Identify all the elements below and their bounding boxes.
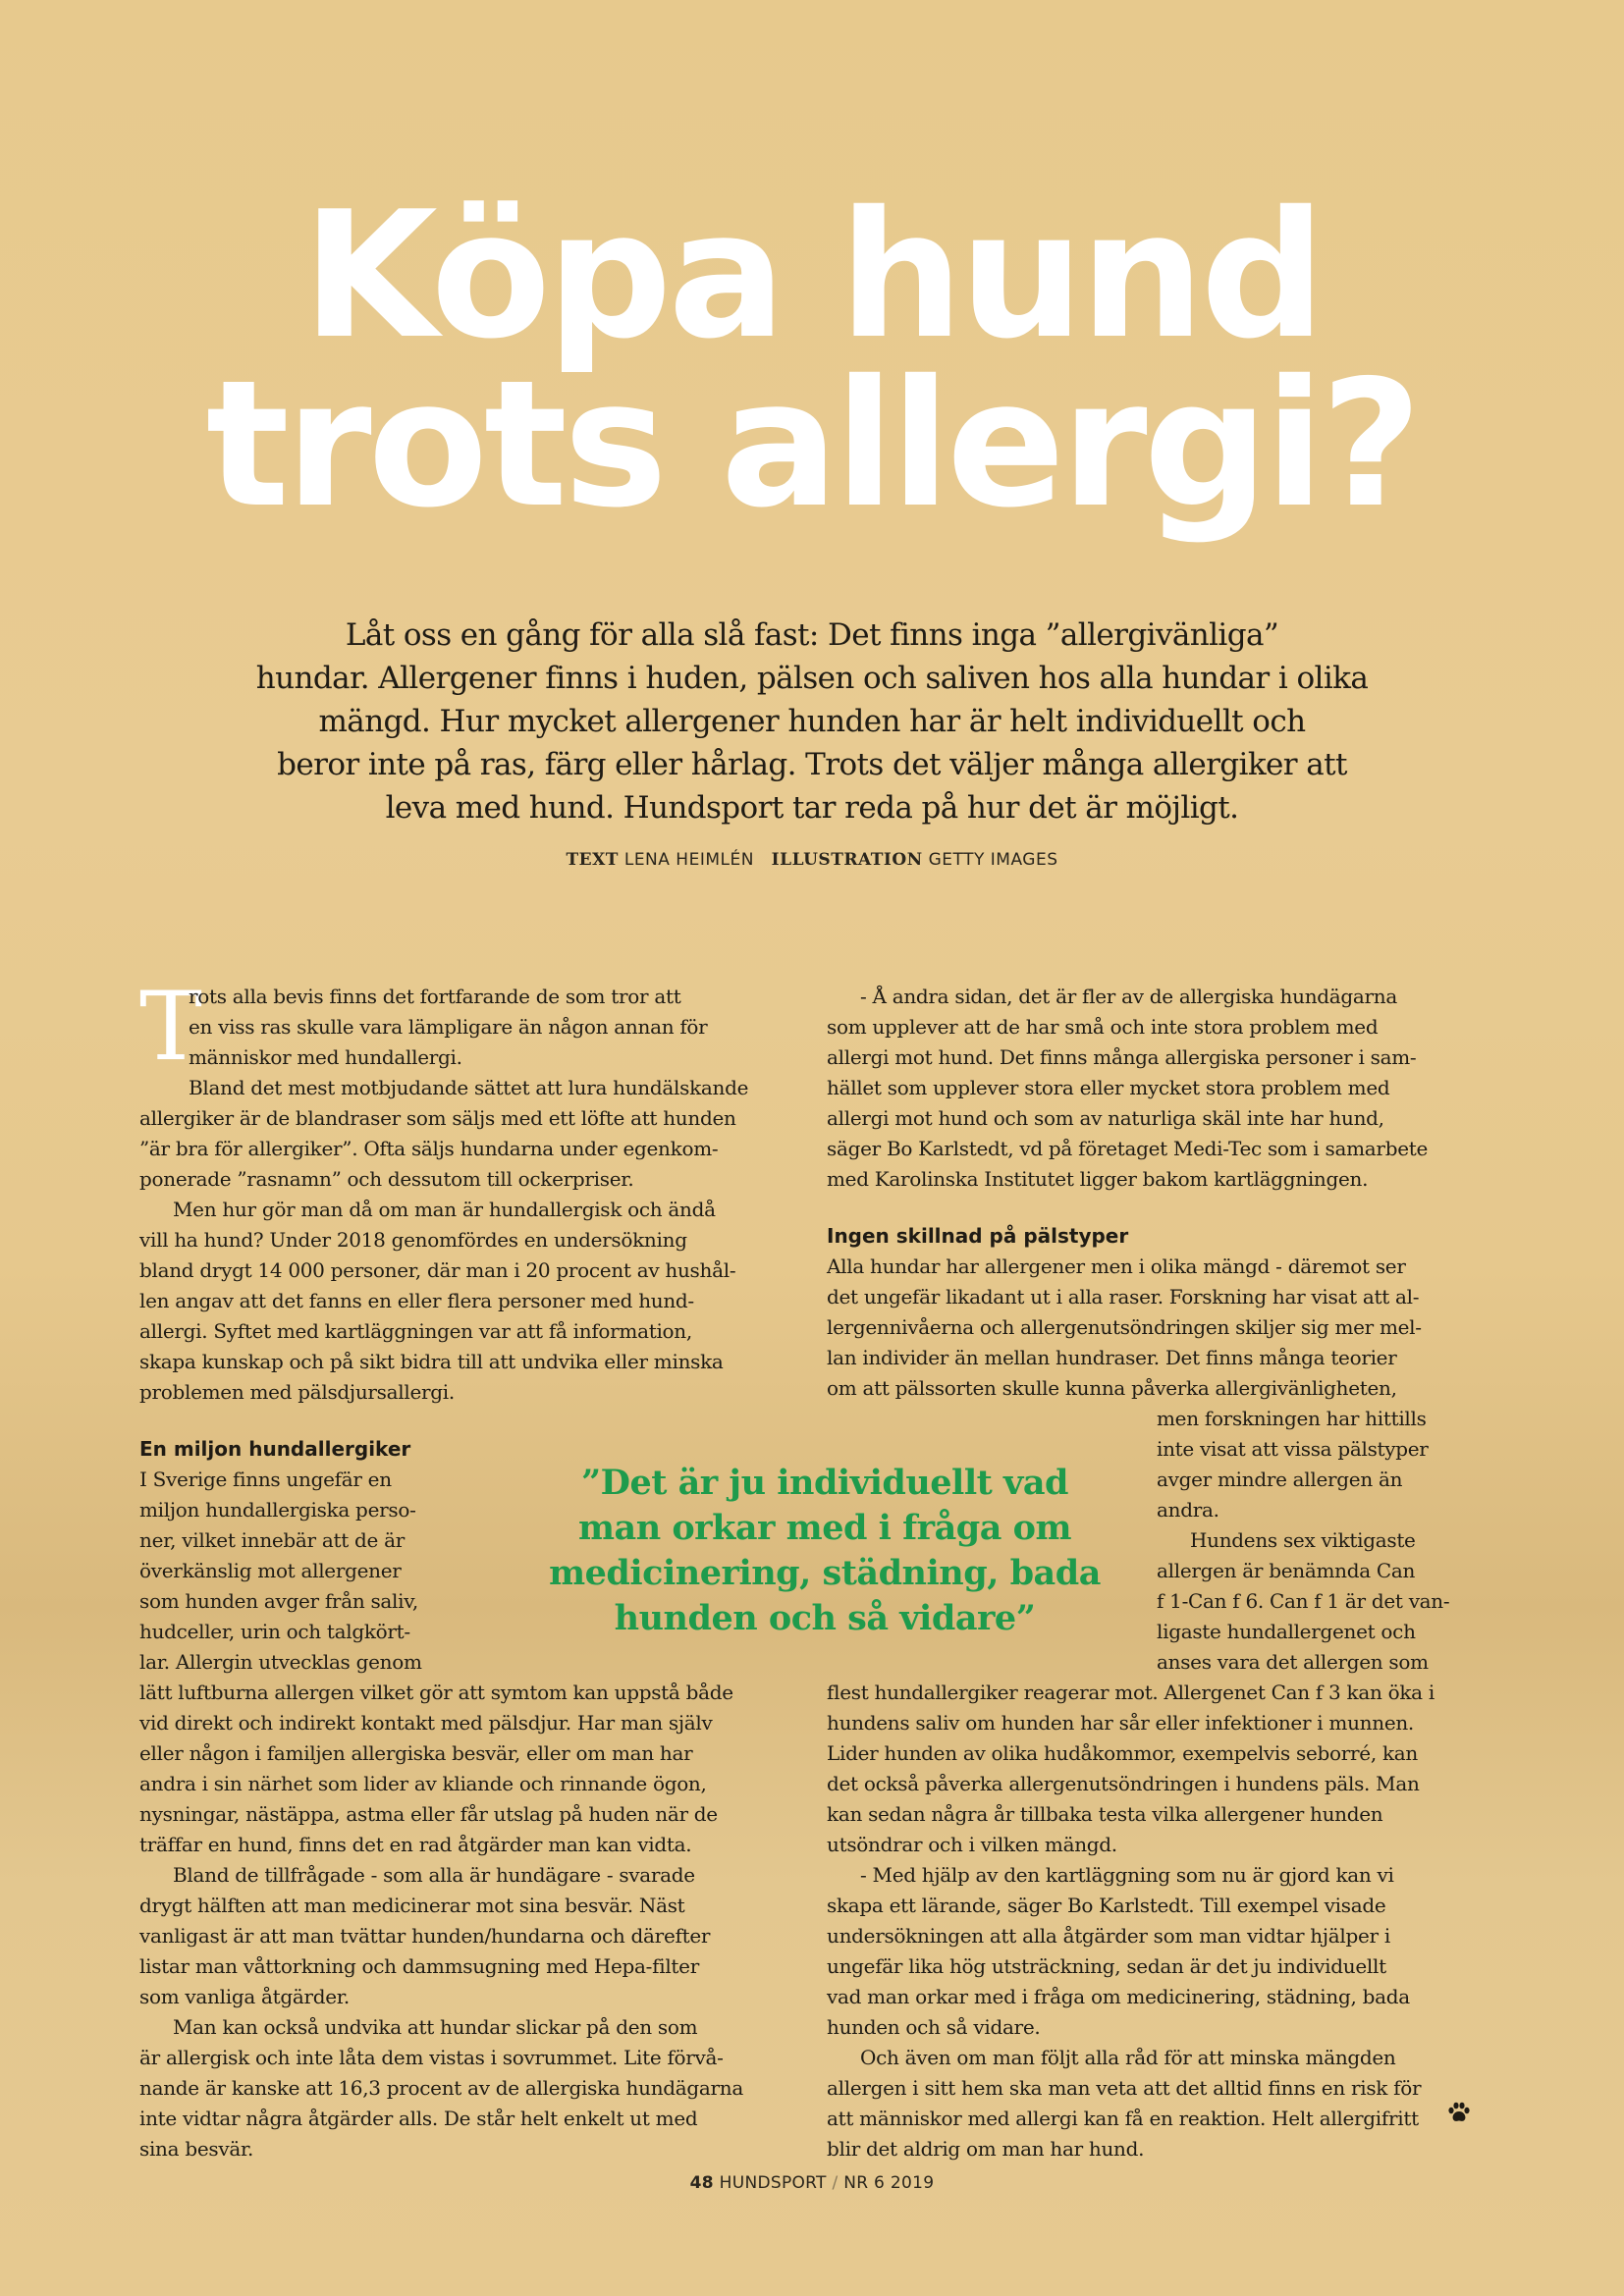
body-line: Hundens sex viktigaste <box>1190 1528 1416 1552</box>
body-line: nande är kanske att 16,3 procent av de allergiska hundägarna <box>139 2076 743 2100</box>
body-line: miljon hundallergiska perso- <box>139 1498 416 1522</box>
lead-line: leva med hund. Hundsport tar reda på hur det är möjligt. <box>385 790 1239 826</box>
lead-line: mängd. Hur mycket allergener hunden har är helt individuellt och <box>318 704 1306 739</box>
body-line: som upplever att de har små och inte stora problem med <box>827 1015 1379 1039</box>
footer-separator: / <box>832 2173 839 2193</box>
lead-line: beror inte på ras, färg eller hårlag. Trots det väljer många allergiker att <box>277 747 1347 782</box>
body-line: en viss ras skulle vara lämpligare än någon annan för <box>189 1015 708 1039</box>
body-line: lar. Allergin utvecklas genom <box>139 1650 422 1674</box>
body-line: bland drygt 14 000 personer, där man i 20 procent av hushål- <box>139 1258 736 1282</box>
body-line: rots alla bevis finns det fortfarande de som tror att <box>189 985 681 1008</box>
body-line: Men hur gör man då om man är hundallergisk och ändå <box>173 1198 716 1221</box>
body-line: allergi. Syftet med kartläggningen var att få information, <box>139 1319 692 1343</box>
body-line: f 1-Can f 6. Can f 1 är det van- <box>1157 1589 1450 1613</box>
body-line: träffar en hund, finns det en rad åtgärder man kan vidta. <box>139 1833 692 1856</box>
page-footer <box>0 2173 1624 2193</box>
body-line: utsöndrar och i vilken mängd. <box>827 1833 1117 1856</box>
pull-quote-line: medicinering, städning, bada <box>549 1553 1101 1593</box>
body-line: allergiker är de blandraser som säljs med ett löfte att hunden <box>139 1106 736 1130</box>
body-line: skapa kunskap och på sikt bidra till att undvika eller minska <box>139 1350 724 1373</box>
body-line: ligaste hundallergenet och <box>1157 1620 1416 1643</box>
drop-cap: T <box>139 972 202 1082</box>
body-line: inte vidtar några åtgärder alls. De står helt enkelt ut med <box>139 2107 698 2130</box>
body-line: det ungefär likadant ut i alla raser. Forskning har visat att al- <box>827 1285 1420 1308</box>
body-line: anses vara det allergen som <box>1157 1650 1429 1674</box>
body-line: hället som upplever stora eller mycket stora problem med <box>827 1076 1390 1099</box>
body-line: inte visat att vissa pälstyper <box>1157 1437 1429 1461</box>
magazine-name: HUNDSPORT <box>719 2173 827 2193</box>
body-line: drygt hälften att man medicinerar mot sina besvär. Näst <box>139 1894 685 1917</box>
body-line: allergen är benämnda Can <box>1157 1559 1416 1582</box>
body-line: med Karolinska Institutet ligger bakom kartläggningen. <box>827 1167 1369 1191</box>
body-line: hudceller, urin och talgkört- <box>139 1620 410 1643</box>
lead-paragraph <box>196 614 1428 829</box>
body-line: ponerade ”rasnamn” och dessutom till ockerpriser. <box>139 1167 634 1191</box>
lead-line: hundar. Allergener finns i huden, pälsen och saliven hos alla hundar i olika <box>255 661 1369 696</box>
body-line: blir det aldrig om man har hund. <box>827 2137 1145 2161</box>
body-line: Bland de tillfrågade - som alla är hundägare - svarade <box>173 1863 695 1887</box>
body-line: men forskningen har hittills <box>1157 1407 1427 1430</box>
pull-quote-line: man orkar med i fråga om <box>577 1508 1071 1548</box>
page-number: 48 <box>689 2173 714 2193</box>
body-line: vad man orkar med i fråga om medicinering, städning, bada <box>827 1985 1410 2008</box>
byline-text-label: TEXT <box>566 850 619 870</box>
pull-quote <box>511 1461 1139 1641</box>
body-line: Och även om man följt alla råd för att minska mängden <box>860 2046 1396 2069</box>
body-line: undersökningen att alla åtgärder som man vidtar hjälper i <box>827 1924 1390 1948</box>
byline-illustration-credit: GETTY IMAGES <box>928 850 1058 870</box>
body-line: Alla hundar har allergener men i olika mängd - däremot ser <box>827 1255 1406 1278</box>
article-title <box>0 174 1624 546</box>
body-line: - Å andra sidan, det är fler av de allergiska hundägarna <box>860 985 1397 1008</box>
body-line: ”är bra för allergiker”. Ofta säljs hundarna under egenkom- <box>139 1137 719 1160</box>
lead-line: Låt oss en gång för alla slå fast: Det finns inga ”allergivänliga” <box>345 617 1279 653</box>
body-line: I Sverige finns ungefär en <box>139 1468 392 1491</box>
body-line: Bland det mest motbjudande sättet att lura hundälskande <box>189 1076 749 1099</box>
body-line: om att pälssorten skulle kunna påverka allergivänligheten, <box>827 1376 1397 1400</box>
body-line: lan individer än mellan hundraser. Det finns många teorier <box>827 1346 1397 1369</box>
body-line: avger mindre allergen än <box>1157 1468 1403 1491</box>
body-line: att människor med allergi kan få en reaktion. Helt allergifritt <box>827 2107 1419 2130</box>
body-line: allergi mot hund. Det finns många allergiska personer i sam- <box>827 1045 1417 1069</box>
body-line: det också påverka allergenutsöndringen i hundens päls. Man <box>827 1772 1420 1795</box>
issue-number: NR 6 2019 <box>843 2173 935 2193</box>
body-line: ner, vilket innebär att de är <box>139 1528 406 1552</box>
pull-quote-line: hunden och så vidare” <box>614 1598 1036 1638</box>
body-line: andra i sin närhet som lider av kliande och rinnande ögon, <box>139 1772 707 1795</box>
body-line: Lider hunden av olika hudåkommor, exempelvis seborré, kan <box>827 1741 1418 1765</box>
body-line: är allergisk och inte låta dem vistas i sovrummet. Lite förvå- <box>139 2046 724 2069</box>
body-line: som hunden avger från saliv, <box>139 1589 418 1613</box>
title-line-1: Köpa hund <box>301 174 1323 377</box>
body-line: problemen med pälsdjursallergi. <box>139 1380 455 1404</box>
body-line: allergi mot hund och som av naturliga skäl inte har hund, <box>827 1106 1384 1130</box>
byline-author: LENA HEIMLÉN <box>623 850 754 870</box>
subheading-ingen-skillnad: Ingen skillnad på pälstyper <box>827 1224 1129 1248</box>
body-line: lätt luftburna allergen vilket gör att symtom kan uppstå både <box>139 1681 733 1704</box>
body-line: - Med hjälp av den kartläggning som nu är gjord kan vi <box>860 1863 1394 1887</box>
byline <box>0 850 1624 870</box>
body-line: överkänslig mot allergener <box>139 1559 402 1582</box>
body-line: skapa ett lärande, säger Bo Karlstedt. Till exempel visade <box>827 1894 1386 1917</box>
byline-illustration-label: ILLUSTRATION <box>771 850 923 870</box>
title-line-2: trots allergi? <box>205 343 1419 546</box>
body-line: kan sedan några år tillbaka testa vilka allergener hunden <box>827 1802 1383 1826</box>
body-line: hunden och så vidare. <box>827 2015 1041 2039</box>
body-line: hundens saliv om hunden har sår eller infektioner i munnen. <box>827 1711 1414 1735</box>
body-line: lergennivåerna och allergenutsöndringen skiljer sig mer mel- <box>827 1315 1422 1339</box>
body-line: sina besvär. <box>139 2137 254 2161</box>
body-line: säger Bo Karlstedt, vd på företaget Medi-Tec som i samarbete <box>827 1137 1429 1160</box>
body-line: listar man våttorkning och dammsugning med Hepa-filter <box>139 1954 699 1978</box>
body-line: Man kan också undvika att hundar slickar på den som <box>173 2015 698 2039</box>
subheading-en-miljon: En miljon hundallergiker <box>139 1437 411 1461</box>
body-line: vid direkt och indirekt kontakt med pälsdjur. Har man själv <box>139 1711 713 1735</box>
body-line: allergen i sitt hem ska man veta att det alltid finns en risk för <box>827 2076 1422 2100</box>
body-line: vill ha hund? Under 2018 genomfördes en undersökning <box>139 1228 687 1252</box>
paw-icon <box>1447 2102 1471 2123</box>
body-line: nysningar, nästäppa, astma eller får utslag på huden när de <box>139 1802 718 1826</box>
body-line: människor med hundallergi. <box>189 1045 462 1069</box>
body-line: vanligast är att man tvättar hunden/hundarna och därefter <box>139 1924 711 1948</box>
body-line: ungefär lika hög utsträckning, sedan är det ju individuellt <box>827 1954 1386 1978</box>
body-line: len angav att det fanns en eller flera personer med hund- <box>139 1289 694 1312</box>
body-line: flest hundallergiker reagerar mot. Allergenet Can f 3 kan öka i <box>827 1681 1435 1704</box>
body-line: andra. <box>1157 1498 1219 1522</box>
body-line: eller någon i familjen allergiska besvär, eller om man har <box>139 1741 693 1765</box>
body-line: som vanliga åtgärder. <box>139 1985 350 2008</box>
pull-quote-line: ”Det är ju individuellt vad <box>581 1463 1068 1503</box>
